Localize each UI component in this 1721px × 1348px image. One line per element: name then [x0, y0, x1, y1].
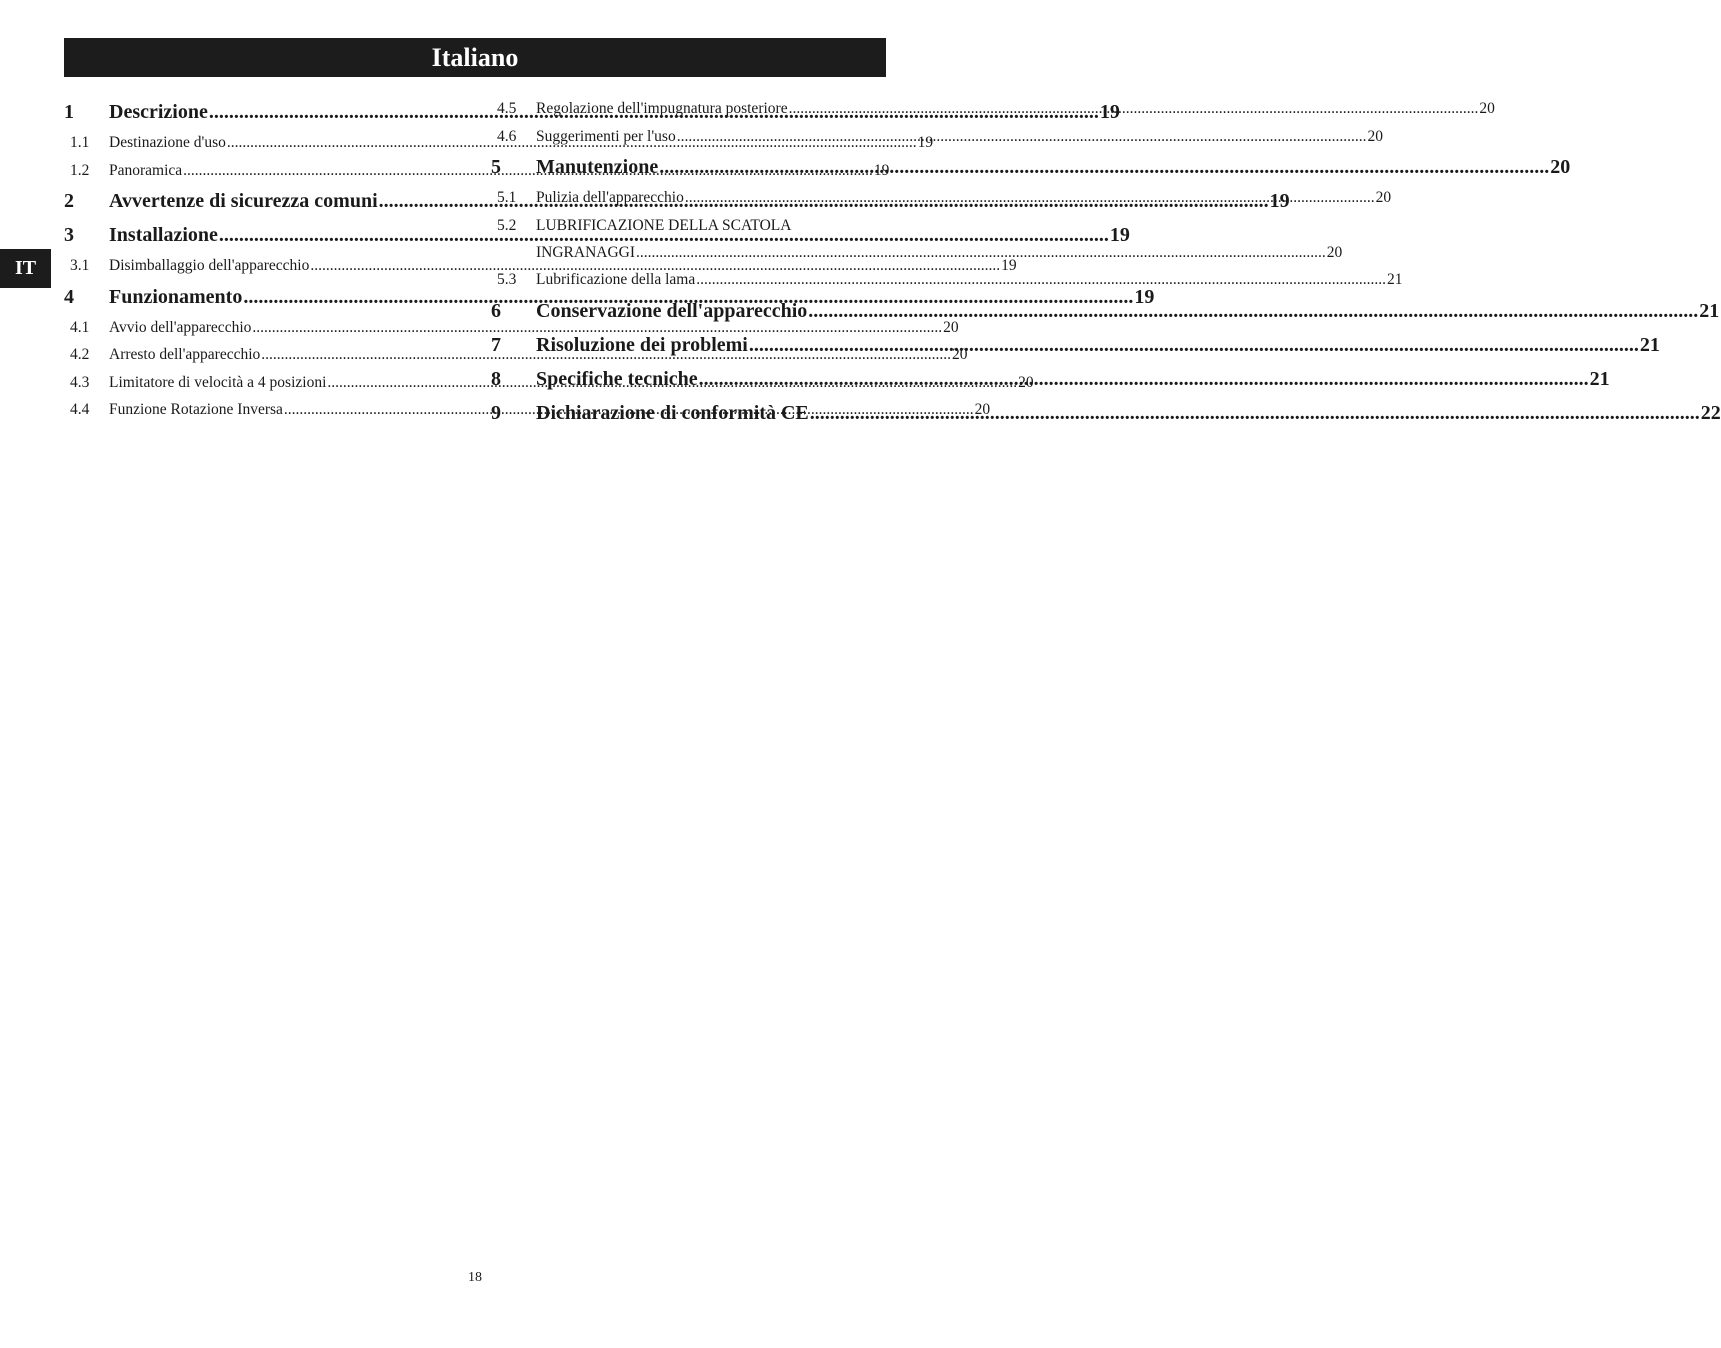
toc-entry-number: 1.2	[70, 161, 90, 179]
dot-leader	[808, 294, 1698, 328]
toc-entry-number: 7	[491, 333, 501, 356]
toc-entry-page: 21	[1639, 333, 1660, 356]
toc-entry-number: 4.6	[497, 127, 517, 145]
toc-entry-page: 20	[1018, 373, 1034, 391]
toc-entry-number: 1.1	[70, 134, 90, 151]
dot-leader	[636, 239, 1326, 267]
toc-entry-page: 22	[1700, 401, 1721, 424]
toc-entry-title: Limitatore di velocità a 4 posizioni	[109, 373, 327, 391]
toc-entry-title: Regolazione dell'impugnatura posteriore	[536, 100, 788, 117]
toc-entry-page: 20	[1550, 156, 1571, 178]
toc-entry-number: 3.1	[70, 257, 90, 274]
dot-leader	[696, 266, 1386, 294]
toc-entry-title: Avvio dell'apparecchio	[109, 318, 252, 336]
page-number: 18	[468, 1270, 482, 1285]
toc-entry-title: Dichiarazione di conformità CE	[536, 401, 809, 424]
toc-entry-page: 20	[1479, 100, 1495, 117]
toc-entry-number: 5	[491, 156, 501, 178]
toc-entry-page: 19	[1269, 190, 1290, 212]
toc-entry-title: Specifiche tecniche	[536, 367, 698, 390]
toc-entry-number: 3	[64, 224, 74, 246]
toc-entry[interactable]	[491, 150, 1571, 184]
page-title: Italiano	[431, 42, 519, 72]
dot-leader	[659, 150, 1549, 184]
toc-entry-title: Funzionamento	[109, 285, 243, 308]
toc-entry-page: 21	[1699, 299, 1720, 322]
toc-entry-number: 4.2	[70, 346, 90, 363]
toc-entry-title: Pulizia dell'apparecchio	[536, 189, 684, 206]
toc-entry-number: 5.3	[497, 271, 517, 288]
toc-entry-page: 19	[1134, 285, 1155, 308]
toc-entry-page: 20	[943, 318, 959, 336]
toc-entry-title: LUBRIFICAZIONE DELLA SCATOLA	[536, 216, 792, 234]
toc-entry-page: 20	[1326, 243, 1343, 261]
toc-column-right	[491, 95, 1721, 430]
toc-entry-title: Risoluzione dei problemi	[536, 333, 748, 356]
toc-entry[interactable]	[64, 314, 959, 342]
toc-entry-title: Manutenzione	[536, 156, 659, 178]
toc-entry-page: 20	[1375, 189, 1392, 206]
toc-entry-number: 4.3	[70, 373, 90, 391]
toc-entry-number: 6	[491, 299, 501, 322]
toc-entry-number: 8	[491, 367, 501, 390]
toc-entry-page: 19	[1099, 101, 1120, 123]
toc-entry-page: 19	[1001, 257, 1017, 274]
toc-entry-number: 5.1	[497, 189, 517, 206]
toc-entry-title: Destinazione d'uso	[109, 134, 226, 151]
toc-entry-page: 21	[1589, 367, 1610, 390]
toc-entry-number: 4.1	[70, 318, 90, 336]
toc-entry-title: Funzione Rotazione Inversa	[109, 401, 283, 418]
toc-entry-title: Avvertenze di sicurezza comuni	[109, 190, 378, 212]
toc-entry-page: 19	[1109, 224, 1130, 246]
toc-entry-title: Arresto dell'apparecchio	[109, 346, 261, 363]
dot-leader	[810, 396, 1700, 430]
toc-entry-title: INGRANAGGI	[536, 243, 636, 261]
toc-entry-title: Installazione	[109, 224, 218, 246]
toc-entry-title: Suggerimenti per l'uso	[536, 127, 676, 145]
toc-entry-title: Lubrificazione della lama	[536, 271, 696, 288]
toc-entry-number: 9	[491, 401, 501, 424]
dot-leader	[749, 328, 1639, 362]
toc-entry-page: 20	[952, 346, 968, 363]
toc-entry[interactable]	[491, 266, 1403, 294]
dot-leader	[699, 362, 1589, 396]
toc-entry-page: 20	[1367, 127, 1383, 145]
section-title-bar	[64, 38, 886, 77]
toc-entry-page: 21	[1386, 271, 1403, 288]
dot-leader	[685, 184, 1375, 212]
toc-entry-number: 4.5	[497, 100, 517, 117]
toc-entry-number: 4	[64, 285, 74, 308]
toc-entry-number: 4.4	[70, 401, 90, 418]
toc-entry-number: 2	[64, 190, 74, 212]
toc-entry-title: Disimballaggio dell'apparecchio	[109, 257, 310, 274]
language-tab-label: IT	[14, 257, 37, 279]
dot-leader	[677, 123, 1367, 151]
toc-entry-number: 5.2	[497, 216, 517, 234]
dot-leader	[789, 95, 1479, 123]
toc-entry[interactable]	[491, 212, 895, 239]
toc-entry-title: Panoramica	[109, 161, 183, 179]
toc-entry-page: 19	[917, 134, 934, 151]
toc-entry-title: Descrizione	[109, 101, 208, 123]
toc-entry-page: 20	[974, 401, 991, 418]
language-tab	[0, 249, 51, 288]
toc-entry-page: 19	[873, 161, 890, 179]
toc-entry-number: 1	[64, 101, 74, 123]
toc-entry-title: Conservazione dell'apparecchio	[536, 299, 808, 322]
